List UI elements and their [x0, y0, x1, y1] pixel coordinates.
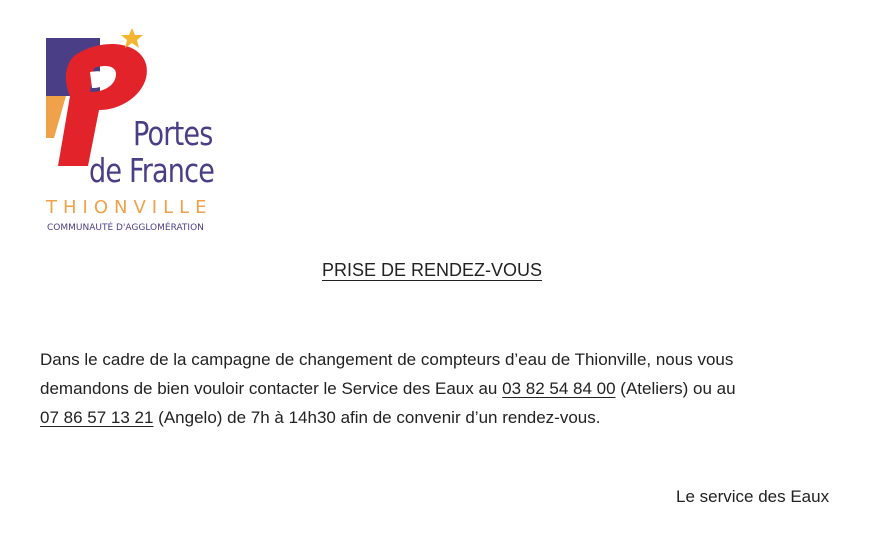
logo-orange-wedge — [46, 96, 66, 138]
document-title: PRISE DE RENDEZ-VOUS — [322, 260, 543, 280]
body-line-3 — [40, 403, 870, 432]
logo-city-name: THIONVILLE — [46, 197, 213, 218]
logo-white-stroke — [90, 71, 110, 88]
logo-text-portes: Portes — [133, 114, 213, 153]
body-line-1-text: Dans le cadre de la campagne de changement de compteurs d’eau de Thionville, nous vous — [40, 350, 734, 369]
portes-de-france-logo — [44, 26, 234, 233]
logo-star — [121, 28, 143, 48]
logo-subtitle: COMMUNAUTÉ D'AGGLOMÉRATION — [47, 223, 204, 233]
body-line-2 — [40, 374, 870, 403]
body-line-2-before: demandons de bien vouloir contacter le Service des Eaux au — [40, 379, 503, 398]
logo-text-de-france: de France — [89, 151, 215, 190]
body-line-3-after: (Angelo) de 7h à 14h30 afin de convenir d’un rendez-vous. — [153, 408, 601, 427]
document-body — [40, 345, 870, 432]
phone-number-angelo[interactable]: 07 86 57 13 21 — [40, 408, 154, 427]
phone-number-ateliers[interactable]: 03 82 54 84 00 — [502, 379, 616, 398]
body-line-1 — [40, 345, 870, 374]
signature: Le service des Eaux — [676, 487, 830, 506]
body-line-2-after: (Ateliers) ou au — [615, 379, 736, 398]
